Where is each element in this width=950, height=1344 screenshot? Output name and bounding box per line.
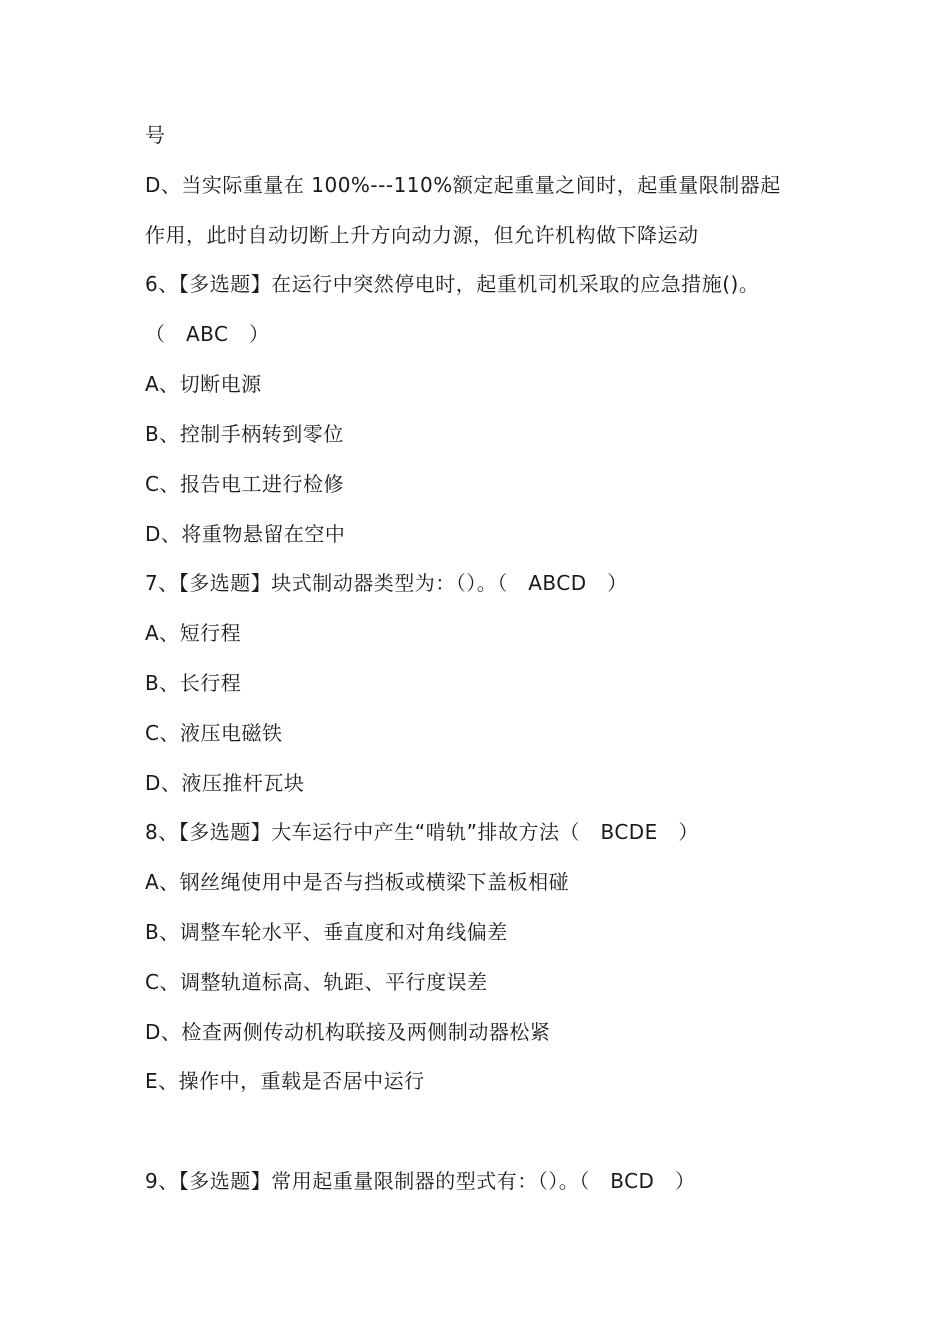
question-6-answer: （ ABC ） — [145, 322, 270, 346]
q6-option-d: D、将重物悬留在空中 — [145, 522, 346, 546]
q6-option-b: B、控制手柄转到零位 — [145, 422, 344, 446]
q7-option-c: C、液压电磁铁 — [145, 721, 283, 745]
question-6: 6、【多选题】在运行中突然停电时，起重机司机采取的应急措施()。 — [145, 272, 760, 296]
q6-option-a: A、切断电源 — [145, 372, 262, 396]
question-8: 8、【多选题】大车运行中产生“啃轨”排故方法（ BCDE ） — [145, 820, 699, 844]
option-d-line1: D、当实际重量在 100%---110%额定起重量之间时，起重量限制器起 — [145, 173, 781, 197]
q8-option-c: C、调整轨道标高、轨距、平行度误差 — [145, 970, 488, 994]
q8-option-a: A、钢丝绳使用中是否与挡板或横梁下盖板相碰 — [145, 870, 570, 894]
q7-option-d: D、液压推杆瓦块 — [145, 771, 305, 795]
question-9: 9、【多选题】常用起重量限制器的型式有：（）。（ BCD ） — [145, 1169, 696, 1193]
text-line-continuation: 号 — [145, 123, 166, 147]
q7-option-a: A、短行程 — [145, 621, 242, 645]
q7-option-b: B、长行程 — [145, 671, 242, 695]
question-7: 7、【多选题】块式制动器类型为：（）。（ ABCD ） — [145, 571, 628, 595]
q6-option-c: C、报告电工进行检修 — [145, 472, 344, 496]
q8-option-e: E、操作中，重载是否居中运行 — [145, 1069, 425, 1093]
q8-option-b: B、调整车轮水平、垂直度和对角线偏差 — [145, 920, 508, 944]
option-d-line2: 作用，此时自动切断上升方向动力源，但允许机构做下降运动 — [145, 223, 699, 247]
q8-option-d: D、检查两侧传动机构联接及两侧制动器松紧 — [145, 1020, 551, 1044]
